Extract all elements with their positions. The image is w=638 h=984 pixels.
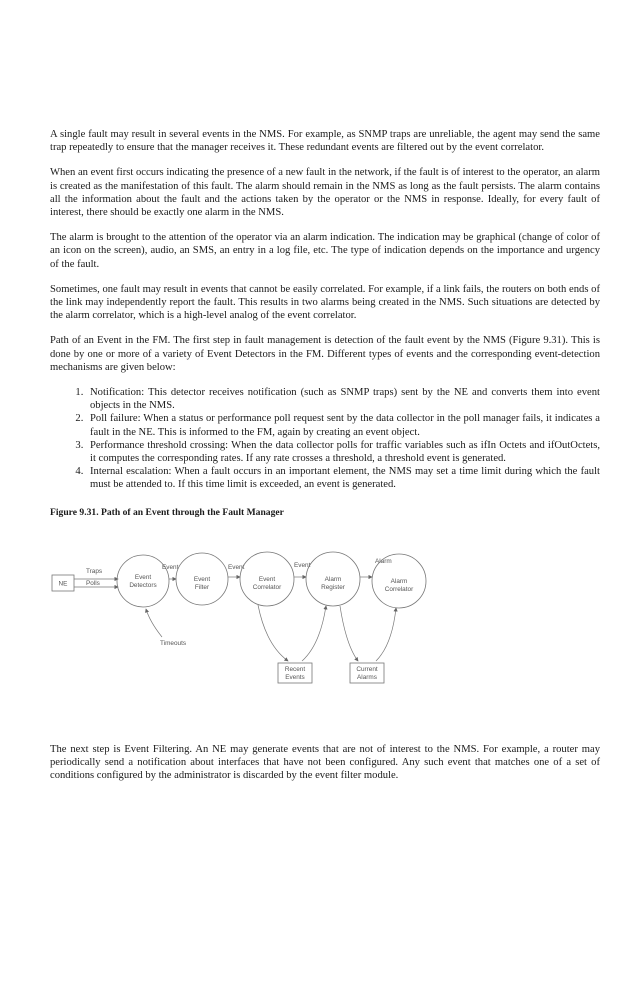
fault-manager-figure xyxy=(50,527,600,727)
traps-label: Traps xyxy=(86,567,103,575)
alarm-correlator-label-2: Correlator xyxy=(384,585,414,593)
edge-event-3-label: Event xyxy=(294,561,311,569)
ne-label: NE xyxy=(58,580,68,588)
edge-current-alarmcorrelator xyxy=(376,608,396,661)
edge-register-current xyxy=(340,606,358,661)
event-detectors-label-1: Event xyxy=(134,573,152,581)
edge-correlator-recent xyxy=(258,605,288,661)
list-item: 2. Poll failure: When a status or performance poll request sent by the data collector in the poll manager fails, it indicates a fault in the NE. This is informed to the FM, again by creating an event object. xyxy=(86,412,600,438)
current-alarms-label-1: Current xyxy=(356,665,378,673)
event-correlator-label-2: Correlator xyxy=(252,583,282,591)
list-item: 3. Performance threshold crossing: When the data collector polls for traffic variables such as ifIn Octets and ifOutOctets, it computes the corresponding rates. If any rate crosses a threshold, a threshold event is generated. xyxy=(86,439,600,465)
event-detectors-label-2: Detectors xyxy=(129,581,157,589)
recent-events-label-2: Events xyxy=(285,673,305,681)
alarm-register-label-1: Alarm xyxy=(324,575,342,583)
polls-label: Polls xyxy=(86,579,100,587)
current-alarms-label-2: Alarms xyxy=(357,673,377,681)
list-item: 1. Notification: This detector receives notification (such as SNMP traps) sent by the NE and converts them into event objects in the NMS. xyxy=(86,386,600,412)
alarm-register-label-2: Register xyxy=(321,583,345,591)
paragraph-5: Path of an Event in the FM. The first step in fault management is detection of the fault event by the NMS (Figure 9.31). This is done by one or more of a variety of Event Detectors in the FM. Different types of events and the corresponding event-detection mechanisms are given below: xyxy=(50,335,600,373)
event-correlator-label-1: Event xyxy=(258,575,276,583)
document-page xyxy=(50,128,600,794)
timeouts-label: Timeouts xyxy=(160,639,187,647)
paragraph-2: When an event first occurs indicating the presence of a new fault in the network, if the fault is of interest to the operator, an alarm is created as the manifestation of this fault. The alarm should remain in the NMS as long as the fault persists. The alarm contains all the information about the fault and the actions taken by the operator or the NMS in response. Ideally, for every fault of interest, there should be exactly one alarm in the NMS. xyxy=(50,167,600,219)
fault-manager-diagram xyxy=(50,527,600,727)
event-detectors-node xyxy=(117,555,169,607)
event-filter-label-2: Filter xyxy=(194,583,210,591)
event-detection-list xyxy=(50,386,600,492)
alarm-correlator-label-1: Alarm xyxy=(390,577,408,585)
recent-events-label-1: Recent xyxy=(284,665,306,673)
timeouts-arrow xyxy=(146,609,162,637)
paragraph-6: The next step is Event Filtering. An NE may generate events that are not of interest to the NMS. For example, a router may periodically send a notification about interfaces that have not been configured. Any such event that matches one of a set of conditions configured by the administrator is discarded by the event filter module. xyxy=(50,743,600,782)
edge-event-2-label: Event xyxy=(228,563,245,571)
paragraph-1: A single fault may result in several events in the NMS. For example, as SNMP traps are unreliable, the agent may send the same trap repeatedly to ensure that the manager receives it. These redundant events are filtered out by the event correlator. xyxy=(50,129,600,154)
list-item: 4. Internal escalation: When a fault occurs in an important element, the NMS may set a time limit during which the fault must be attended to. If this time limit is exceeded, an event is generated. xyxy=(86,465,600,491)
edge-recent-register xyxy=(302,606,326,661)
event-filter-label-1: Event xyxy=(193,575,211,583)
paragraph-3: The alarm is brought to the attention of the operator via an alarm indication. The indication may be graphical (change of color of an icon on the screen), audio, an SMS, an entry in a log file, etc. The type of indication depends on the importance and urgency of the fault. xyxy=(50,232,600,270)
paragraph-4: Sometimes, one fault may result in events that cannot be easily correlated. For example, if a link fails, the routers on both ends of the link may independently report the fault. This results in two alarms being created in the NMS. Such situations are detected by the alarm correlator, which is a high-level analog of the event correlator. xyxy=(50,283,600,322)
figure-caption: Figure 9.31. Path of an Event through the Fault Manager xyxy=(50,506,284,518)
edge-alarm-label: Alarm xyxy=(375,557,392,565)
edge-event-1-label: Event xyxy=(162,563,179,571)
